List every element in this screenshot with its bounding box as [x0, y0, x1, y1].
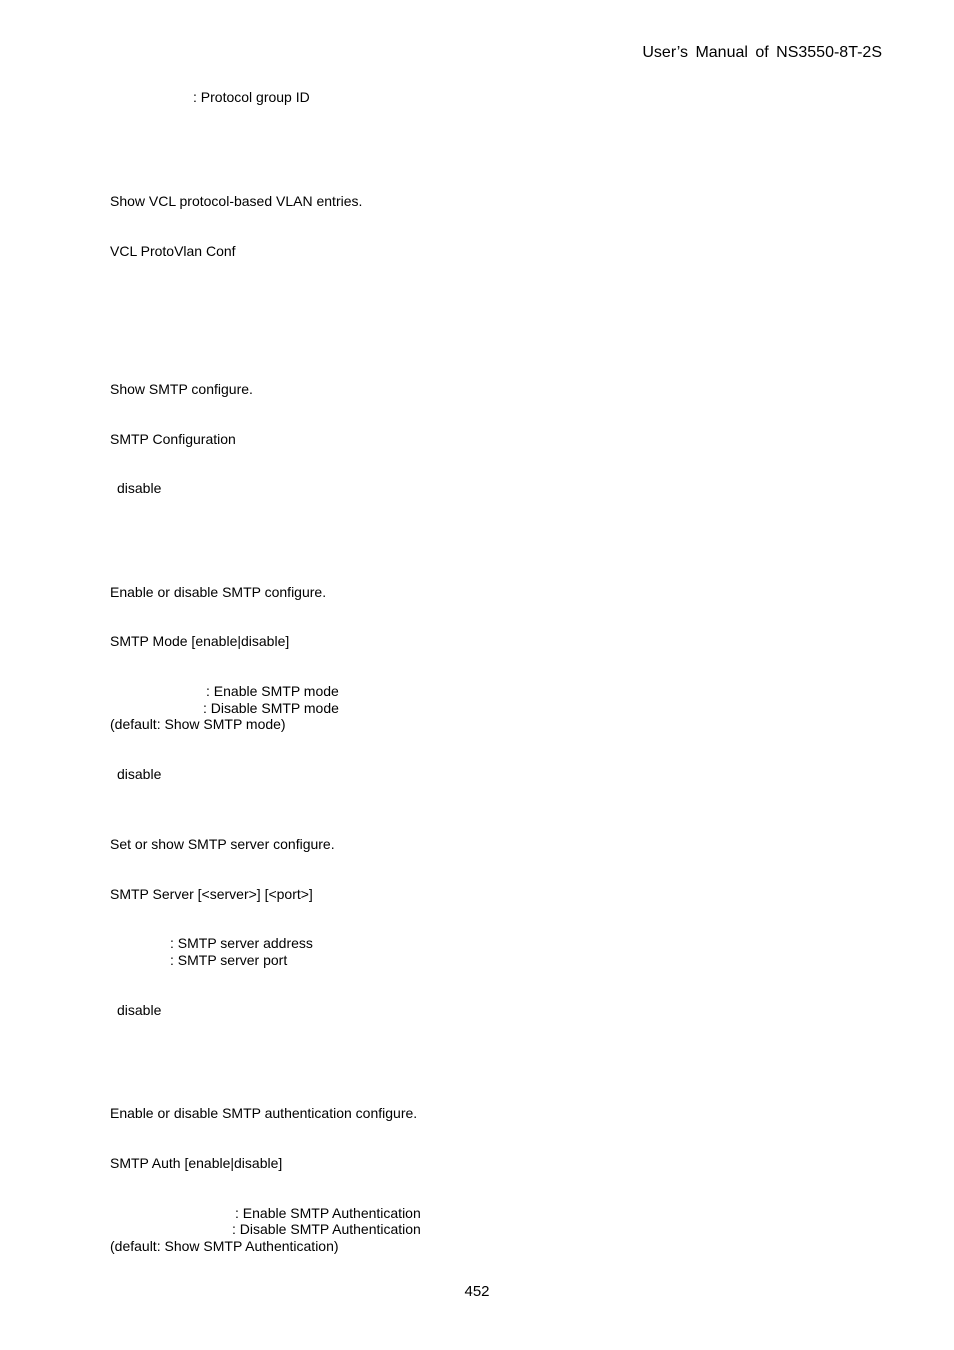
param-disable-smtp-auth: : Disable SMTP Authentication: [232, 1221, 421, 1237]
page-number: 452: [464, 1283, 490, 1300]
syntax-smtp-server: SMTP Server [<server>] [<port>]: [110, 886, 313, 902]
param-smtp-server-address: : SMTP server address: [170, 935, 313, 951]
description-smtp-server: Set or show SMTP server configure.: [110, 836, 335, 852]
param-default-smtp-auth: (default: Show SMTP Authentication): [110, 1238, 339, 1254]
description-show-vcl-protocol: Show VCL protocol-based VLAN entries.: [110, 193, 363, 209]
example-output-disable: disable: [117, 766, 162, 782]
syntax-vcl-protovlan-conf: VCL ProtoVlan Conf: [110, 243, 236, 259]
param-disable-smtp-mode: : Disable SMTP mode: [203, 700, 339, 716]
description-show-smtp-configure: Show SMTP configure.: [110, 381, 253, 397]
description-smtp-mode: Enable or disable SMTP configure.: [110, 584, 327, 600]
param-protocol-group-id: : Protocol group ID: [193, 89, 310, 105]
syntax-smtp-auth: SMTP Auth [enable|disable]: [110, 1155, 283, 1171]
syntax-smtp-mode: SMTP Mode [enable|disable]: [110, 633, 290, 649]
param-enable-smtp-auth: : Enable SMTP Authentication: [235, 1205, 421, 1221]
param-smtp-server-port: : SMTP server port: [170, 952, 288, 968]
page-header-title: User’s Manual of NS3550-8T-2S: [642, 44, 882, 61]
example-output-disable: disable: [117, 480, 162, 496]
syntax-smtp-configuration: SMTP Configuration: [110, 431, 236, 447]
example-output-disable: disable: [117, 1002, 162, 1018]
description-smtp-auth: Enable or disable SMTP authentication configure.: [110, 1105, 418, 1121]
param-enable-smtp-mode: : Enable SMTP mode: [206, 683, 339, 699]
param-default-smtp-mode: (default: Show SMTP mode): [110, 716, 286, 732]
